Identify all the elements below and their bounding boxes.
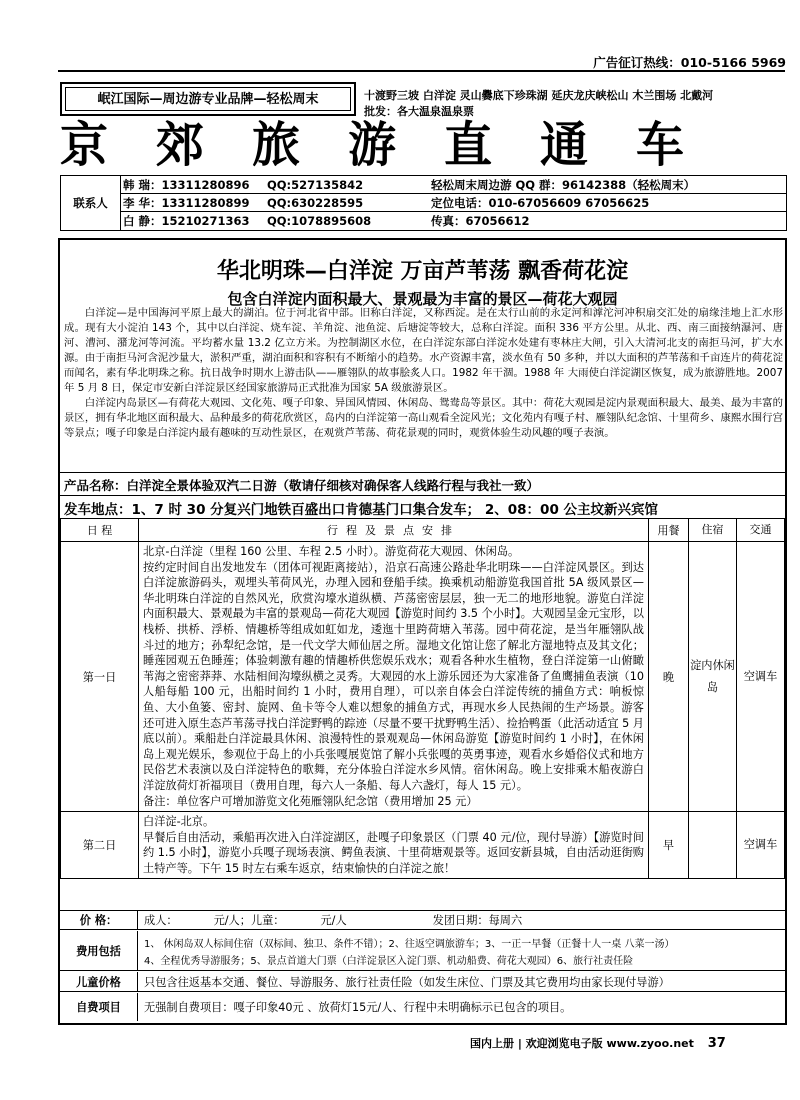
departure-day: 发团日期：每周六 <box>432 914 523 927</box>
footer-text: 国内上册 | 欢迎浏览电子版 www.zyoo.net <box>470 1037 694 1050</box>
contact-label: 联系人 <box>61 176 121 230</box>
fax-number: 传真：67056612 <box>431 214 530 228</box>
intro-paragraph: 白洋淀—是中国海河平原上最大的湖泊。位于河北省中部。旧称白洋淀，又称西淀。是在太行山前的永定河和滹沱河冲积扇交汇处的扇缘洼地上汇水形成。现有大小淀泊 143 个，其中以白洋淀、烧车淀、羊角淀、池鱼淀、后塘淀等较大，总称白洋淀。面积 336 平方公里。从北、西、南三面接纳瀑河、唐河、漕河、潴龙河等河流。平均蓄水量 13.2 亿立方米。为控制湖区水位，在白洋淀东部白洋淀水处建有枣林庄大闸，引入大清河北支的南拒马河，扩大水源。由于南拒马河含泥沙量大，淤积严重，湖泊面积和容积有不断缩小的趋势。水产资源丰富，淡水鱼有 50 多种，并以大面积的芦苇荡和千亩连片的荷花淀而闻名，素有华北明珠之称。抗日战争时期水上游击队——雁翎队的故事脍炙人口。1982 年干涸。1988 年 大雨使白洋淀湖区恢复，成为旅游胜地。2007 年 5 月 8 日，保定市安新白洋淀景区经国家旅游局正式批准为国家 5A 级旅游景区。 <box>64 307 783 394</box>
optional-text: 无强制自费项目：嘎子印象40元 、放荷灯15元/人、行程中未明确标示已包含的项目。 <box>144 1001 572 1014</box>
col-day: 日 程 <box>61 519 139 542</box>
day-plan <box>139 812 649 879</box>
headline: 华北明珠—白洋淀 万亩芦苇荡 飘香荷花淀 <box>216 259 629 284</box>
price-row <box>60 910 785 930</box>
divider <box>60 472 785 473</box>
booking-phone: 定位电话：010-67056609 67056625 <box>431 196 650 210</box>
contact-row <box>121 194 786 212</box>
contact-row <box>121 176 786 194</box>
children-row <box>60 972 785 992</box>
day-transport: 空调车 <box>737 812 785 879</box>
price-child-unit: 元/人 <box>320 914 347 927</box>
promo-wholesale: 批发：各大温泉温泉票 <box>364 105 474 118</box>
day-meal: 早 <box>649 812 689 879</box>
contact-name: 韩 瑞：13311280896 <box>123 178 250 192</box>
contact-name: 李 华：13311280899 <box>123 196 250 210</box>
includes-line: 1、 休闲岛双人标间住宿（双标间、独卫、条件不错）；2、往返空调旅游车；3、一正一早餐（正餐十人一桌 八菜一汤） <box>144 939 675 950</box>
day-label: 第二日 <box>61 812 139 879</box>
tour-panel <box>58 238 787 1025</box>
day-plan <box>139 542 649 812</box>
promo-destinations: 十渡野三坡 白洋淀 灵山爨底下珍珠湖 延庆龙庆峡松山 木兰围场 北戴河 <box>364 89 714 102</box>
page-footer <box>470 1035 726 1051</box>
price-adult: 成人： <box>144 914 178 927</box>
col-plan: 行程及景点安排 <box>139 519 649 542</box>
intro-text <box>64 306 783 441</box>
includes-label: 费用包括 <box>60 931 138 970</box>
day-meal: 晚 <box>649 542 689 812</box>
includes-row <box>60 931 785 971</box>
children-text: 只包含往返基本交通、餐位、导游服务、旅行社责任险（如发生床位、门票及其它费用均由家长现付导游） <box>144 975 670 989</box>
price-label: 价 格： <box>60 911 138 929</box>
page-number: 37 <box>707 1036 726 1051</box>
day-description: 早餐后自由活动，乘船再次进入白洋淀湖区，赴嘎子印象景区（门票 40 元/位，现付导游）【游览时间约 1.5 小时】，游览小兵嘎子现场表演、鳄鱼表演、十里荷塘观景等。返回安新县城，自由活动逛街购土特产等。下午 15 时左右乘车返京，结束愉快的白洋淀之旅！ <box>143 830 644 875</box>
product-name: 产品名称：白洋淀全景体验双汽二日游（敬请仔细核对确保客人线路行程与我社一致） <box>64 478 540 493</box>
includes-line: 4、全程优秀导游服务；5、景点首道大门票（白洋淀景区入淀门票、机动船费、荷花大观园）6、旅行社责任险 <box>144 956 634 967</box>
contact-qq: QQ:630228595 <box>267 196 364 210</box>
optional-label: 自费项目 <box>60 993 138 1021</box>
page-title: 京郊旅游直通车 <box>60 117 733 173</box>
day-note: 备注：单位客户可增加游览文化苑雁翎队纪念馆（费用增加 25 元） <box>143 794 478 808</box>
day-description: 按约定时间自出发地发车（团体可视距离接站），沿京石高速公路赴华北明珠——白洋淀风景区。到达白洋淀旅游码头，观埋头苇荷风光，办理入园和登船手续。换乘机动船游览我国首批 5A 级风景区—华北明珠白洋淀的自然风光，欣赏沟壕水道纵横、芦荡密密层层，独一无二的地形地貌。游览白洋淀内面积最大、景观最为丰富的景观岛—荷花大观园【游览时间约 3.5 个小时】。大观园呈金元宝形，以栈桥、拱桥、浮桥、情趣桥等组成如虹如龙，逶迤十里跨荷塘入苇荡。园中荷花淀，是当年雁翎队战斗过的地方；孙犁纪念馆，是一代文学大师仙居之所。湿地文化馆让您了解北方湿地特点及其文化；睡莲园观五色睡莲；体验刺激有趣的情趣桥供您娱乐戏水；观看各种水生植物，登白洋淀第一山俯瞰苇海之密密莽莽、水陆相间沟壕纵横之灵秀。大观园的水上游乐园还为大家准备了鱼鹰捕鱼表演（10 人船每船 100 元，出船时间约 1 小时，费用自理），可以亲自体会白洋淀传统的捕鱼方式：响板惊鱼、大小鱼篓、密封、旋网、鱼卡等令人难以想象的捕鱼方式，再现水乡人民热闹的生产场景。游客还可进入原生态芦苇荡寻找白洋淀野鸭的踪迹（尽量不要干扰野鸭生活）、捡拾鸭蛋（此活动适宜 5 月底以前）。乘船赴白洋淀最具休闲、浪漫特性的景观观岛—休闲岛游览【游览时间约 1 小时】，在休闲岛上观光娱乐，参观位于岛上的小兵张嘎展览馆了解小兵张嘎的英勇事迹，观看水乡婚俗仪式和地方民俗艺术表演以及白洋淀特色的歌舞，充分体验白洋淀水乡风情。宿休闲岛。晚上安排乘木船夜游白洋淀放荷灯祈福项目（费用自理，每六人一条船、每人六盏灯，每人 15 元）。 <box>143 560 644 792</box>
day-route: 北京-白洋淀（里程 160 公里、车程 2.5 小时）。游览荷花大观园、休闲岛。 <box>143 545 520 558</box>
day-label: 第一日 <box>61 542 139 812</box>
qq-group: 轻松周末周边游 QQ 群：96142388（轻松周末） <box>431 178 696 192</box>
contact-qq: QQ:527135842 <box>267 178 364 192</box>
col-stay: 住宿 <box>689 519 737 542</box>
contact-row <box>121 212 786 230</box>
intro-paragraph: 白洋淀内岛景区—有荷花大观园、文化苑、嘎子印象、异国风情园、休闲岛、鸳鸯岛等景区。其中：荷花大观园是淀内景观面积最大、最美、最为丰富的景区，拥有华北地区面积最大、品种最多的荷花欣赏区，岛内的白洋淀第一高山观看全淀风光；文化苑内有嘎子村、雁翎队纪念馆、十里荷乡、康熙水围行宫等景点；嘎子印象是白洋淀内最有趣味的互动性景区，在观赏芦苇荡、荷花景观的同时，观赏体验生动风趣的嘎子表演。 <box>64 397 783 439</box>
table-row <box>61 542 785 812</box>
day-stay <box>689 812 737 879</box>
col-meal: 用餐 <box>649 519 689 542</box>
optional-row <box>60 993 785 1021</box>
day-stay: 淀内休闲岛 <box>689 542 737 812</box>
table-header-row <box>61 519 785 542</box>
day-transport: 空调车 <box>737 542 785 812</box>
brand-text: 岷江国际—周边游专业品牌—轻松周末 <box>65 87 351 111</box>
departure-info: 发车地点：1、7 时 30 分复兴门地铁百盛出口肯德基门口集合发车； 2、08：00 公主坟新兴宾馆 <box>64 502 659 518</box>
price-adult-unit: 元/人；儿童： <box>213 914 285 927</box>
contact-name: 白 静：15210271363 <box>123 214 250 228</box>
divider <box>60 495 785 496</box>
day-route: 白洋淀-北京。 <box>143 815 215 829</box>
price-values <box>144 911 781 929</box>
brand-box <box>60 82 356 116</box>
subheadline: 包含白洋淀内面积最大、景观最为丰富的景区—荷花大观园 <box>227 290 618 308</box>
col-transport: 交通 <box>737 519 785 542</box>
header-rule <box>58 70 785 72</box>
children-label: 儿童价格 <box>60 972 138 991</box>
contact-qq: QQ:1078895608 <box>267 214 372 228</box>
itinerary-table <box>60 518 785 879</box>
contact-box <box>60 175 787 231</box>
ad-hotline: 广告征订热线：010-5166 5969 <box>593 55 786 70</box>
table-row <box>61 812 785 879</box>
